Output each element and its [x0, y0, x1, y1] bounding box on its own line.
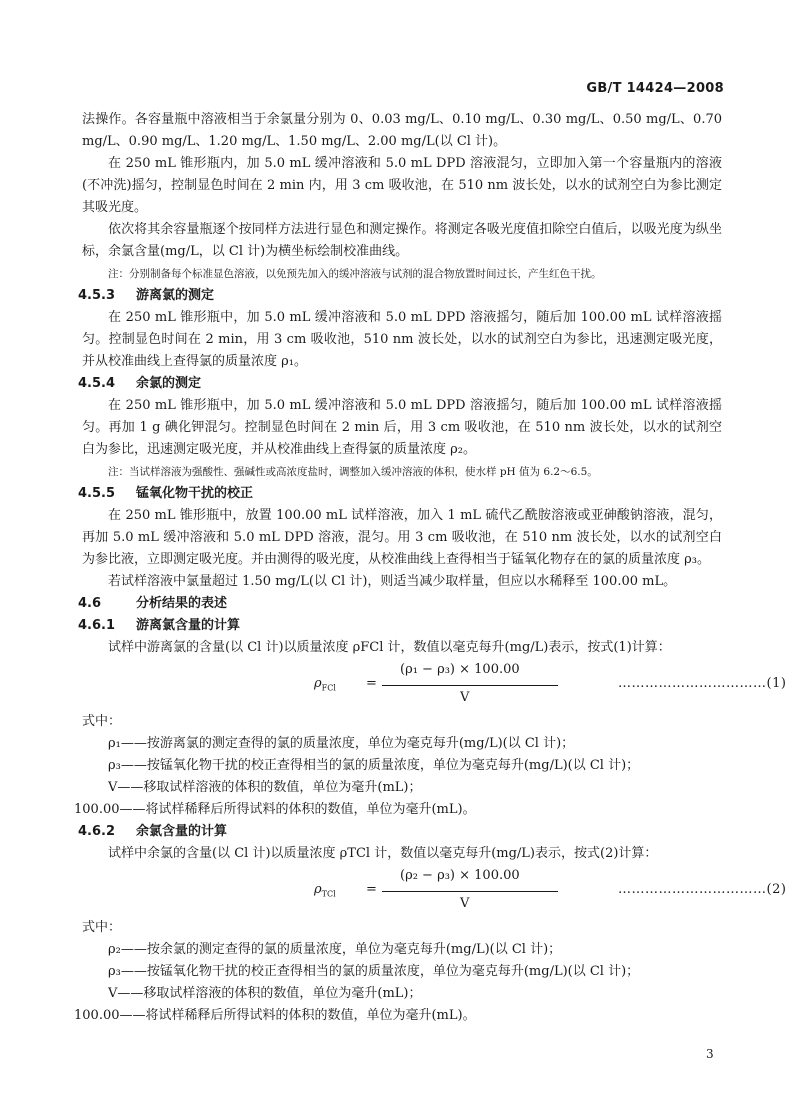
formula-lhs: $\rho_{FCl}$ [314, 676, 336, 693]
note: 注：分别制备每个标准显色溶液，以免预先加入的缓冲溶液与试剂的混合物放置时间过长，产生红色干扰。 [108, 268, 602, 280]
section-title: 余氯的测定 [136, 376, 202, 391]
note: 注：当试样溶液为强酸性、强碱性或高浓度盐时，调整加入缓冲溶液的体积，使水样 pH 值为 6.2～6.5。 [108, 466, 598, 478]
section-number: 4.6 [78, 596, 102, 611]
formula-lhs: $\rho_{TCl}$ [314, 882, 336, 899]
section-number: 4.6.2 [78, 824, 116, 839]
paragraph: 依次将其余容量瓶逐个按同样方法进行显色和测定操作。将测定各吸光度值扣除空白值后，以吸光度为纵坐标，余氯含量(mg/L，以 Cl 计)为横坐标绘制校准曲线。 [82, 222, 722, 259]
definition-item: ρ₃——按锰氧化物干扰的校正查得相当的氯的质量浓度，单位为毫克每升(mg/L)(以 Cl 计)； [108, 758, 640, 773]
paragraph: 在 250 mL 锥形瓶中，加 5.0 mL 缓冲溶液和 5.0 mL DPD 溶液摇匀，随后加 100.00 mL 试样溶液摇匀。再加 1 g 碘化钾混匀。控制显色时间在 2 min 后，用 3 cm 吸收池，在 510 nm 波长处，以水的试剂空白为参比，迅速测定吸光度，并从校准曲线上查得氯的质量浓度 ρ₂。 [82, 398, 722, 457]
definition-item: V——移取试样溶液的体积的数值，单位为毫升(mL)； [108, 780, 422, 795]
standard-number-header: GB/T 14424—2008 [586, 81, 724, 96]
formula-tag: ……………………………(1) [618, 676, 787, 691]
definition-item: ρ₂——按余氯的测定查得的氯的质量浓度，单位为毫克每升(mg/L)(以 Cl 计)； [108, 942, 562, 957]
fraction-bar [382, 685, 558, 686]
formula-denominator: V [460, 896, 470, 911]
formula-numerator: (ρ₂ − ρ₃) × 100.00 [400, 868, 520, 883]
section-title: 分析结果的表述 [136, 596, 228, 611]
definition-item: 100.00——将试样稀释后所得试料的体积的数值，单位为毫升(mL)。 [74, 1008, 476, 1023]
paragraph: 试样中余氯的含量(以 Cl 计)以质量浓度 ρTCl 计，数值以毫克每升(mg/L)表示，按式(2)计算： [108, 846, 658, 861]
paragraph: 在 250 mL 锥形瓶中，放置 100.00 mL 试样溶液，加入 1 mL 硫代乙酰胺溶液或亚砷酸钠溶液，混匀，再加 5.0 mL 缓冲溶液和 5.0 mL DPD 溶液，混匀。用 3 cm 吸收池，在 510 nm 波长处，以水的试剂空白为参比液，立即测定吸光度。并由测得的吸光度，从校准曲线上查得相当于锰氧化物存在的氯的质量浓度 ρ₃。 [82, 508, 722, 567]
section-title: 余氯含量的计算 [136, 824, 228, 839]
page-content [74, 109, 787, 1027]
definition-item: V——移取试样溶液的体积的数值，单位为毫升(mL)； [108, 986, 422, 1001]
formula-1 [82, 659, 787, 711]
formula-numerator: (ρ₁ − ρ₃) × 100.00 [400, 662, 520, 677]
formula-tag: ……………………………(2) [618, 882, 787, 897]
section-number: 4.5.3 [78, 288, 116, 303]
paragraph: 在 250 mL 锥形瓶中，加 5.0 mL 缓冲溶液和 5.0 mL DPD 溶液摇匀，随后加 100.00 mL 试样溶液摇匀。控制显色时间在 2 min，用 3 cm 吸收池，510 nm 波长处，以水的试剂空白为参比，迅速测定吸光度，并从校准曲线上查得氯的质量浓度 ρ₁。 [82, 310, 722, 369]
section-title: 游离氯的测定 [136, 288, 215, 303]
section-title: 锰氧化物干扰的校正 [136, 486, 254, 501]
section-heading [78, 615, 722, 637]
fraction-bar [382, 891, 558, 892]
section-number: 4.6.1 [78, 618, 116, 633]
formula-equals: = [366, 676, 377, 691]
paragraph: 若试样溶液中氯量超过 1.50 mg/L(以 Cl 计)，则适当减少取样量，但应以水稀释至 100.00 mL。 [108, 574, 677, 589]
page-number: 3 [706, 1047, 714, 1061]
formula-2 [82, 865, 787, 917]
section-heading [78, 373, 722, 395]
formula-equals: = [366, 882, 377, 897]
formula-denominator: V [460, 690, 470, 705]
section-title: 游离氯含量的计算 [136, 618, 241, 633]
section-heading [78, 821, 722, 843]
paragraph: 法操作。各容量瓶中溶液相当于余氯量分别为 0、0.03 mg/L、0.10 mg/L、0.30 mg/L、0.50 mg/L、0.70 mg/L、0.90 mg/L、1.20 mg/L、1.50 mg/L、2.00 mg/L(以 Cl 计)。 [82, 112, 722, 149]
section-heading [78, 593, 722, 615]
where-label: 式中： [82, 920, 122, 935]
section-heading [78, 483, 722, 505]
section-number: 4.5.5 [78, 486, 116, 501]
definition-item: 100.00——将试样稀释后所得试料的体积的数值，单位为毫升(mL)。 [74, 802, 476, 817]
section-heading [78, 285, 722, 307]
section-number: 4.5.4 [78, 376, 116, 391]
definition-item: ρ₃——按锰氧化物干扰的校正查得相当的氯的质量浓度，单位为毫克每升(mg/L)(以 Cl 计)； [108, 964, 640, 979]
paragraph: 在 250 mL 锥形瓶内，加 5.0 mL 缓冲溶液和 5.0 mL DPD 溶液混匀，立即加入第一个容量瓶内的溶液(不冲洗)摇匀，控制显色时间在 2 min 内，用 3 cm 吸收池，在 510 nm 波长处，以水的试剂空白为参比测定其吸光度。 [82, 156, 722, 215]
paragraph: 试样中游离氯的含量(以 Cl 计)以质量浓度 ρFCl 计，数值以毫克每升(mg/L)表示，按式(1)计算： [108, 640, 671, 655]
where-label: 式中： [82, 714, 122, 729]
definition-item: ρ₁——按游离氯的测定查得的氯的质量浓度，单位为毫克每升(mg/L)(以 Cl 计)； [108, 736, 575, 751]
